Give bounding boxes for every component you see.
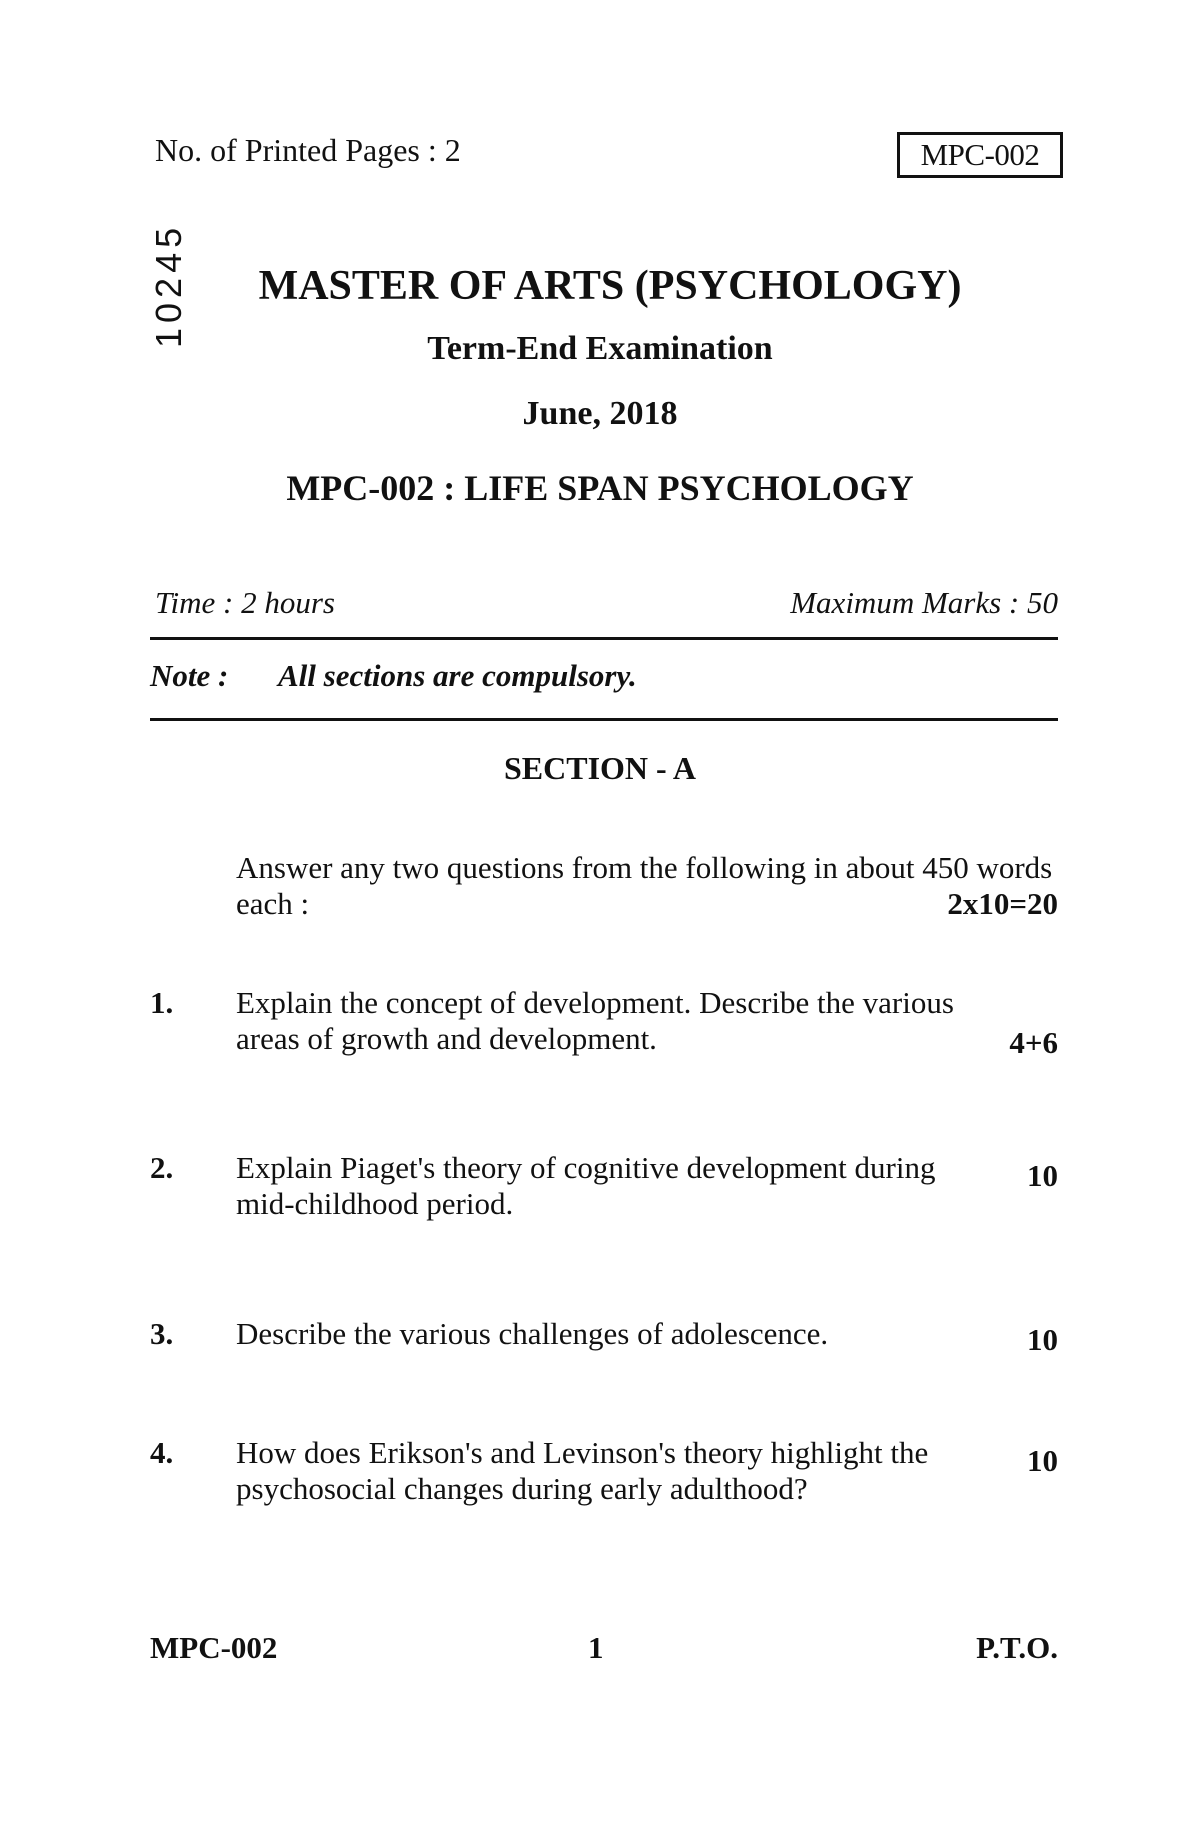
- divider-top: [150, 637, 1058, 640]
- time-allowed: Time : 2 hours: [155, 585, 335, 620]
- divider-bottom: [150, 718, 1058, 721]
- question-text: Explain Piaget's theory of cognitive development during mid-childhood period.: [236, 1150, 936, 1221]
- footer-page-number: 1: [588, 1630, 604, 1665]
- footer-pto: P.T.O.: [976, 1630, 1058, 1665]
- question-number: 3.: [150, 1316, 174, 1351]
- note-text: All sections are compulsory.: [278, 658, 637, 693]
- question-marks: 10: [1027, 1322, 1058, 1357]
- section-instruction: Answer any two questions from the following in about 450 words each :: [236, 850, 1053, 921]
- question-text: Describe the various challenges of adolescence.: [236, 1316, 829, 1351]
- note-label: Note :: [150, 658, 229, 693]
- exam-session: June, 2018: [522, 395, 678, 432]
- course-title: MPC-002 : LIFE SPAN PSYCHOLOGY: [286, 468, 914, 508]
- footer-paper-code: MPC-002: [150, 1630, 278, 1665]
- section-marks: 2x10=20: [947, 886, 1058, 921]
- serial-number: 10245: [148, 222, 189, 348]
- maximum-marks: Maximum Marks : 50: [790, 585, 1058, 620]
- question-marks: 4+6: [1009, 1025, 1058, 1060]
- question-number: 1.: [150, 985, 174, 1020]
- section-title: SECTION - A: [503, 750, 697, 786]
- degree-title: MASTER OF ARTS (PSYCHOLOGY): [258, 263, 962, 309]
- question-marks: 10: [1027, 1158, 1058, 1193]
- printed-pages-count: No. of Printed Pages : 2: [155, 132, 461, 168]
- paper-code-box: MPC-002: [897, 132, 1063, 178]
- question-text: How does Erikson's and Levinson's theory highlight the psychosocial changes during early adulthood?: [236, 1435, 929, 1506]
- question-number: 4.: [150, 1435, 174, 1470]
- question-marks: 10: [1027, 1443, 1058, 1478]
- question-number: 2.: [150, 1150, 174, 1185]
- exam-type: Term-End Examination: [427, 330, 773, 367]
- question-text: Explain the concept of development. Describe the various areas of growth and development.: [236, 985, 954, 1056]
